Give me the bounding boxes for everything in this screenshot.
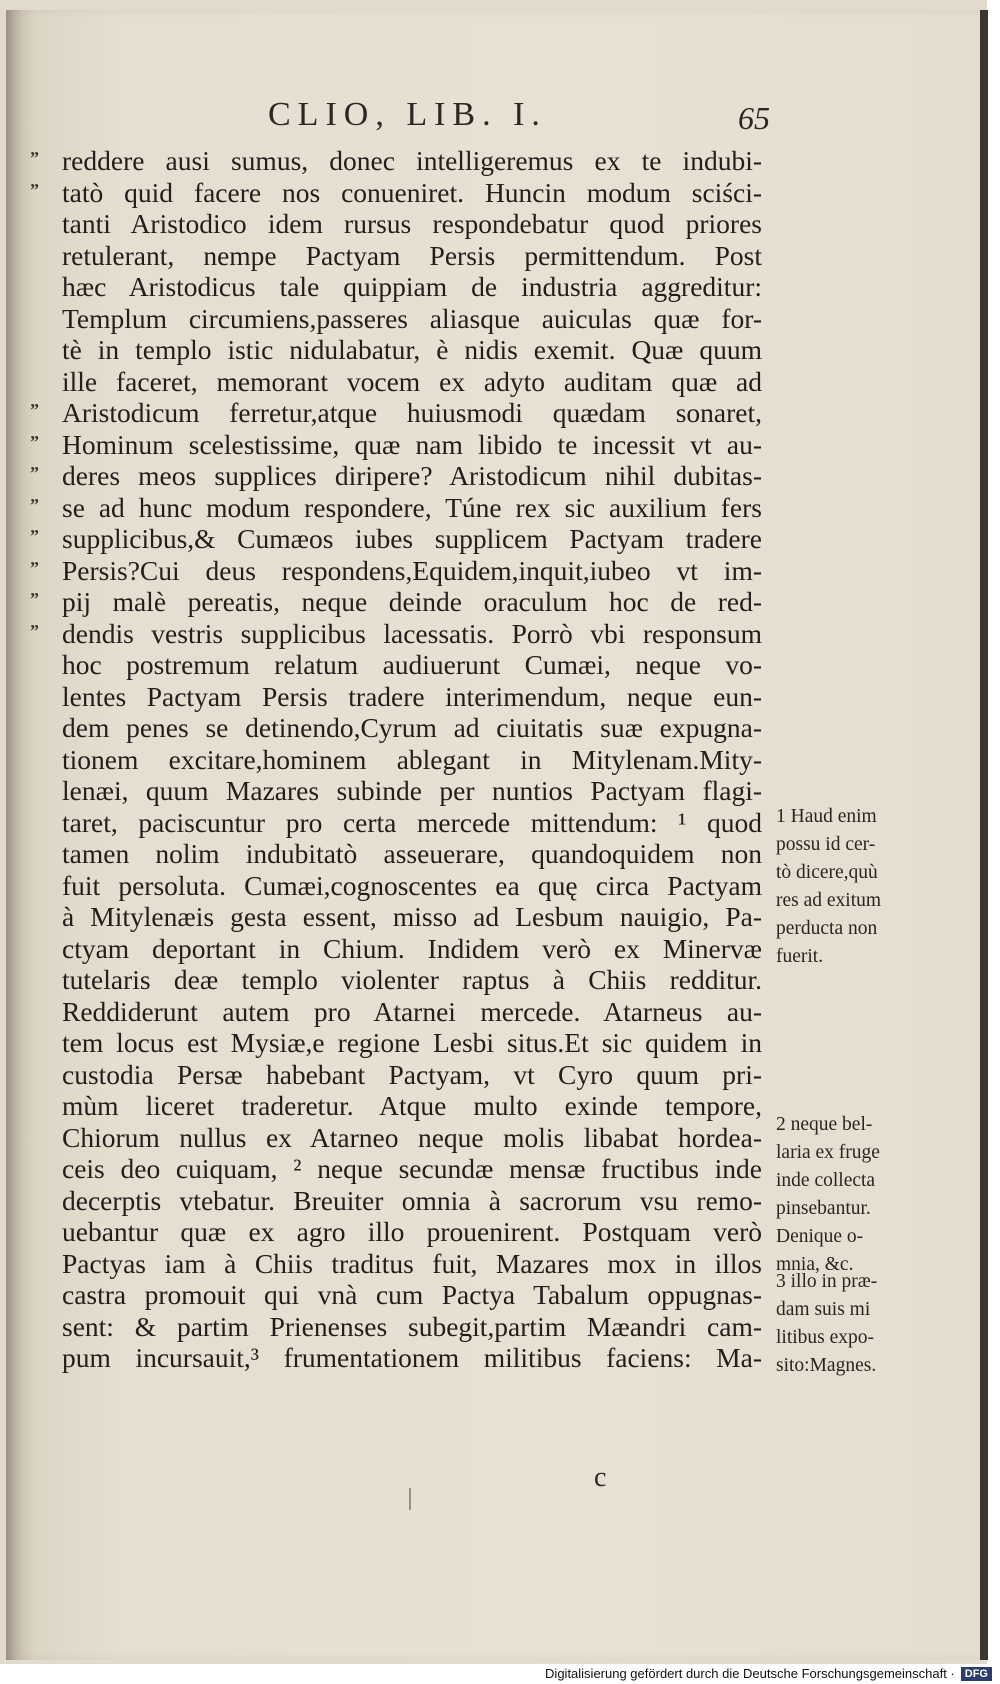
- text-line: [6, 743, 980, 777]
- quotation-mark: ”: [30, 431, 39, 452]
- text-line: [6, 617, 980, 651]
- text-line-content: tutelaris deæ templo violenter raptus à Chiis redditur.: [62, 964, 762, 995]
- text-line-content: Pactyas iam à Chiis traditus fuit, Mazares mox in illos: [62, 1247, 762, 1279]
- text-line-content: decerptis vtebatur. Breuiter omnia à sacrorum vsu remo-: [62, 1184, 762, 1216]
- text-line-content: Chiorum nullus ex Atarneo neque molis libabat hordea-: [62, 1121, 762, 1153]
- marginal-note-3: [776, 1268, 936, 1380]
- footer-credit: Digitalisierung gefördert durch die Deutsche Forschungsgemeinschaft ·: [545, 1666, 955, 1681]
- text-line-content: Templum circumiens,passeres aliasque auiculas quæ for-: [62, 302, 762, 334]
- text-line: [6, 995, 980, 1029]
- text-line-content: tamen nolim indubitatò asseuerare, quandoquidem non: [62, 838, 762, 869]
- quotation-mark: ”: [30, 620, 39, 641]
- quotation-mark: ”: [30, 179, 39, 200]
- text-line-content: Aristodicum ferretur,atque huiusmodi quædam sonaret,: [62, 397, 762, 428]
- marginal-note-line: pinsebantur.: [776, 1198, 871, 1219]
- marginal-note-line: tò dicere,quù: [776, 862, 878, 883]
- book-page: [6, 10, 988, 1660]
- text-line-content: custodia Persæ habebant Pactyam, vt Cyro quum pri-: [62, 1058, 762, 1090]
- text-line: [6, 491, 980, 525]
- marginal-note-line: res ad exitum: [776, 890, 882, 911]
- text-line: [6, 239, 980, 273]
- marginal-note-line: Denique o-: [776, 1226, 864, 1247]
- text-line: [6, 365, 980, 399]
- text-line: [6, 648, 980, 682]
- text-line: [6, 585, 980, 619]
- quotation-mark: ”: [30, 148, 39, 168]
- text-line-content: mùm liceret traderetur. Atque multo exinde tempore,: [62, 1090, 762, 1121]
- marginal-note-line: litibus expo-: [776, 1327, 875, 1348]
- text-line: [6, 428, 980, 462]
- text-line-content: ctyam deportant in Chium. Indidem verò ex Minervæ: [62, 932, 762, 964]
- text-line: [6, 1058, 980, 1092]
- text-line: [6, 333, 980, 367]
- quotation-mark: ”: [30, 526, 39, 546]
- text-line-content: tatò quid facere nos conueniret. Huncin modum sciści-: [62, 176, 762, 208]
- text-line-content: tanti Aristodico idem rursus respondebatur quod priores: [62, 208, 762, 239]
- signature-mark: c: [594, 1462, 607, 1493]
- text-line-content: lenæi, quum Mazares subinde per nuntios Pactyam flagi-: [62, 775, 762, 806]
- marginal-note-line: possu id cer-: [776, 834, 876, 855]
- marginal-note-1: [776, 803, 936, 971]
- text-line-content: deres meos supplices diripere? Aristodicum nihil dubitas-: [62, 460, 762, 491]
- marginal-note-line: 2 neque bel-: [776, 1114, 873, 1135]
- page-mark: [409, 1488, 411, 1510]
- text-line-content: dendis vestris supplicibus lacessatis. Porrò vbi responsum: [62, 617, 762, 649]
- quotation-mark: ”: [30, 463, 39, 483]
- text-line-content: ceis deo cuiquam, ² neque secundæ mensæ fructibus inde: [62, 1153, 762, 1184]
- text-line-content: tem locus est Mysiæ,e regione Lesbi situs.Et sic quidem in: [62, 1027, 762, 1058]
- text-line-content: uebantur quæ ex agro illo prouenirent. Postquam verò: [62, 1216, 762, 1247]
- marginal-note-line: mnia, &c.: [776, 1254, 854, 1275]
- text-line: [6, 270, 980, 304]
- text-line: [6, 207, 980, 241]
- text-line-content: Reddiderunt autem pro Atarnei mercede. Atarneus au-: [62, 995, 762, 1027]
- text-line: [6, 522, 980, 556]
- text-line-content: lentes Pactyam Persis tradere interimendum, neque eun-: [62, 680, 762, 712]
- text-line: [6, 176, 980, 210]
- text-line: [6, 459, 980, 493]
- text-line-content: castra promouit qui vnà cum Pactya Tabalum oppugnas-: [62, 1279, 762, 1310]
- quotation-mark: ”: [30, 589, 39, 609]
- marginal-note-line: laria ex fruge: [776, 1142, 880, 1163]
- text-line-content: retulerant, nempe Pactyam Persis permittendum. Post: [62, 239, 762, 271]
- text-line: [6, 144, 980, 178]
- quotation-mark: ”: [30, 557, 39, 578]
- page-number: 65: [738, 100, 770, 136]
- text-line-content: tionem excitare,hominem ablegant in Mitylenam.Mity-: [62, 743, 762, 775]
- text-line-content: pum incursauit,³ frumentationem militibus faciens: Ma-: [62, 1342, 762, 1373]
- text-line-content: ille faceret, memorant vocem ex adyto auditam quæ ad: [62, 365, 762, 397]
- quotation-mark: ”: [30, 494, 39, 515]
- marginal-note-line: perducta non: [776, 918, 878, 939]
- text-line-content: Persis?Cui deus respondens,Equidem,inquit,iubeo vt im-: [62, 554, 762, 586]
- text-line-content: tè in templo istic nidulabatur, è nidis exemit. Quæ quum: [62, 334, 762, 365]
- text-line-content: dem penes se detinendo,Cyrum ad ciuitatis suæ expugna-: [62, 712, 762, 743]
- text-line-content: sent: & partim Prienenses subegit,partim Mæandri cam-: [62, 1310, 762, 1342]
- quotation-mark: ”: [30, 400, 39, 420]
- dfg-logo: DFG: [961, 1667, 992, 1681]
- marginal-note-line: inde collecta: [776, 1170, 876, 1191]
- text-line-content: pij malè pereatis, neque deinde oraculum hoc de red-: [62, 586, 762, 617]
- text-line: [6, 711, 980, 745]
- text-line: [6, 1026, 980, 1060]
- marginal-note-line: 3 illo in præ-: [776, 1271, 878, 1292]
- marginal-note-line: sito:Magnes.: [776, 1355, 877, 1376]
- text-line: [6, 302, 980, 336]
- marginal-note-line: dam suis mi: [776, 1299, 871, 1320]
- text-line-content: Hominum scelestissime, quæ nam libido te incessit vt au-: [62, 428, 762, 460]
- text-line-content: hoc postremum relatum audiuerunt Cumæi, neque vo-: [62, 649, 762, 680]
- text-line-content: se ad hunc modum respondere, Túne rex sic auxilium fers: [62, 491, 762, 523]
- text-line-content: reddere ausi sumus, donec intelligeremus ex te indubi-: [62, 145, 762, 176]
- marginal-note-line: fuerit.: [776, 946, 824, 967]
- running-title: CLIO, LIB. I.: [268, 96, 547, 133]
- marginal-note-line: 1 Haud enim: [776, 806, 877, 827]
- text-line-content: supplicibus,& Cumæos iubes supplicem Pactyam tradere: [62, 523, 762, 554]
- text-line-content: taret, paciscuntur pro certa mercede mittendum: ¹ quod: [62, 806, 762, 838]
- digitization-footer: [545, 1664, 992, 1684]
- text-line: [6, 680, 980, 714]
- text-line-content: fuit persoluta. Cumæi,cognoscentes ea quę circa Pactyam: [62, 869, 762, 901]
- marginal-note-2: [776, 1111, 936, 1279]
- text-line-content: hæc Aristodicus tale quippiam de industria aggreditur:: [62, 271, 762, 302]
- text-line: [6, 396, 980, 430]
- text-line: [6, 554, 980, 588]
- text-line-content: à Mitylenæis gesta essent, misso ad Lesbum nauigio, Pa-: [62, 901, 762, 932]
